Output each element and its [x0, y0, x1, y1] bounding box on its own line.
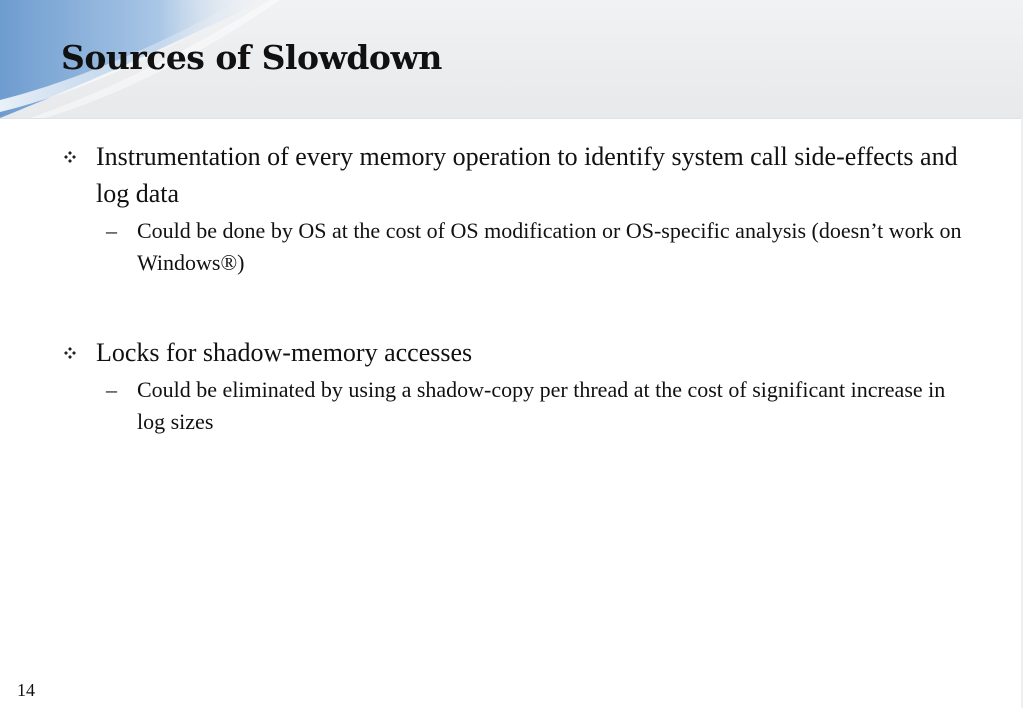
- four-diamond-bullet-icon: [62, 149, 78, 165]
- bullet-item: [62, 334, 962, 371]
- sub-bullet-item: [62, 215, 962, 279]
- sub-bullet-dash: –: [106, 218, 117, 243]
- sub-bullet-item: [62, 374, 962, 438]
- bullet-item: [62, 138, 962, 212]
- four-diamond-bullet-icon: [62, 345, 78, 361]
- page-title: Sources of Slowdown: [61, 38, 442, 77]
- sub-bullet-text: Could be done by OS at the cost of OS modification or OS-specific analysis (doesn’t work on Windows®): [137, 218, 962, 275]
- sub-bullet-dash: –: [106, 377, 117, 402]
- bullet-text: Instrumentation of every memory operation to identify system call side-effects and log data: [96, 142, 958, 208]
- sub-bullet-text: Could be eliminated by using a shadow-copy per thread at the cost of significant increase in log sizes: [137, 377, 946, 434]
- bullet-list: [62, 138, 962, 438]
- page-number: 14: [17, 680, 35, 700]
- bullet-text: Locks for shadow-memory accesses: [96, 338, 473, 367]
